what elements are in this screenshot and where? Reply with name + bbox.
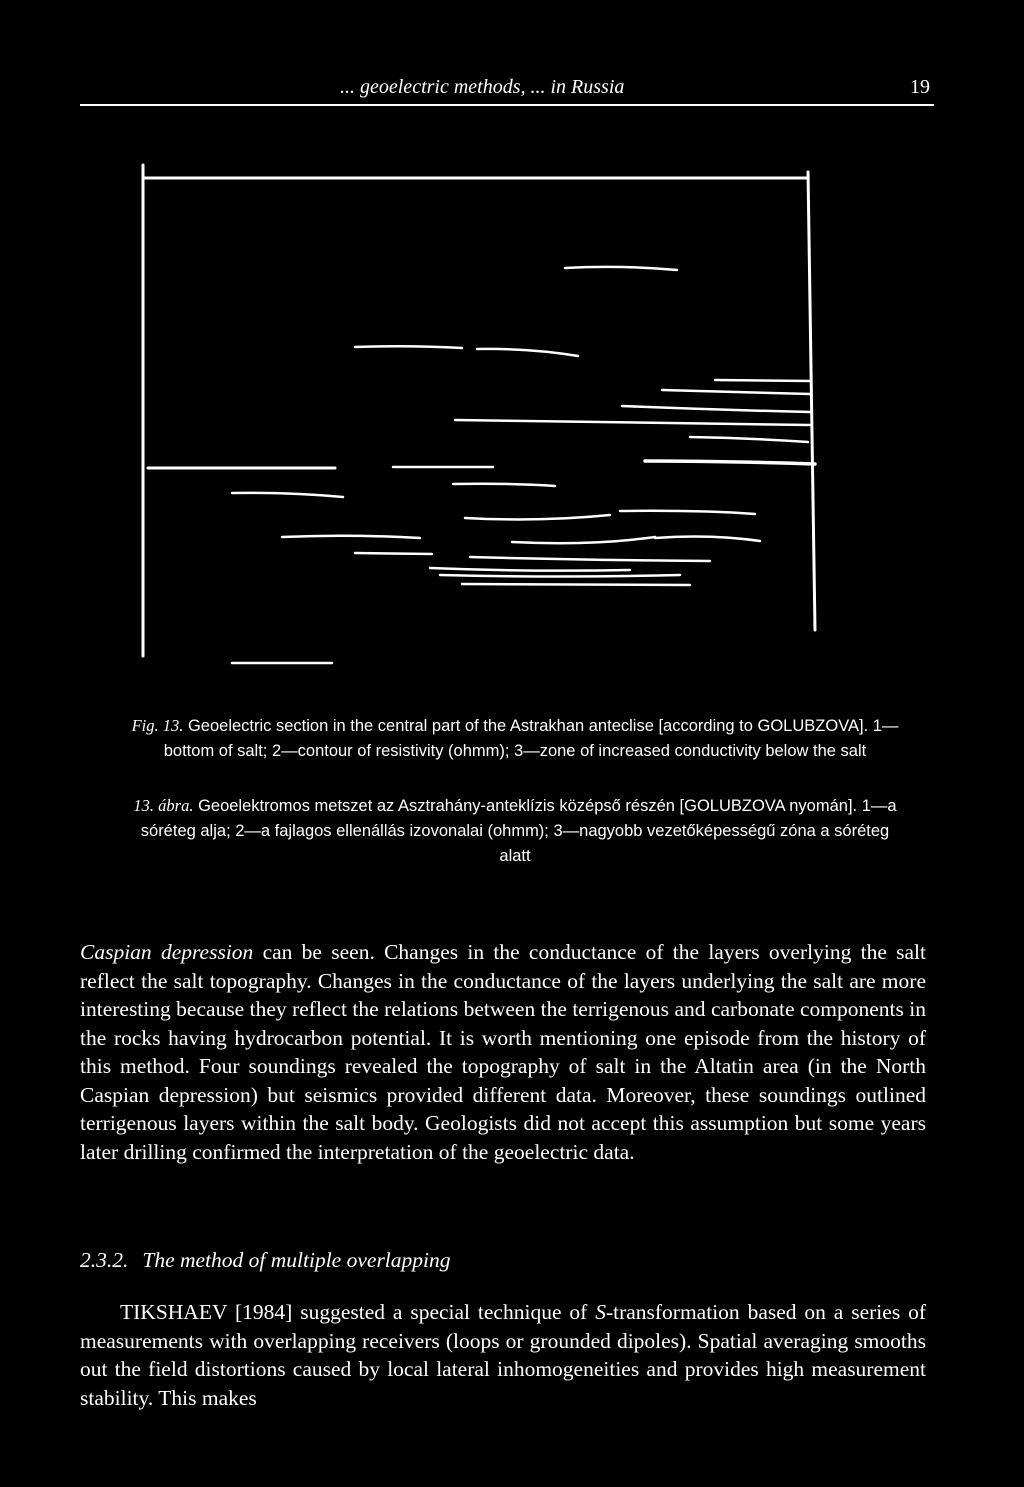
paragraph-text: -transformation based on a series of measurements with overlapping receivers (loops or grounded dipoles). Spatial averaging smooths out the field distortions caused by local lateral inhomogeneities and provides high measurement stability. This makes [80, 1300, 926, 1410]
resistivity-isoline [655, 537, 760, 541]
resistivity-isoline [715, 380, 810, 381]
italic-term: Caspian depression [80, 940, 254, 964]
resistivity-isoline [512, 537, 655, 543]
figure-label: Fig. 13. [131, 716, 184, 735]
resistivity-isoline [355, 553, 432, 554]
resistivity-isoline [620, 511, 755, 514]
body-paragraph-2 [80, 1298, 926, 1412]
resistivity-isoline [462, 584, 690, 585]
figure-caption-english [130, 713, 900, 764]
resistivity-isoline [282, 536, 420, 538]
paragraph-text: can be seen. Changes in the conductance of the layers overlying the salt reflect the salt topography. Changes in the conductance of the layers underlying the salt are more interesting because they reflect the relations between the terrigenous and carbonate components in the rocks having hydrocarbon potential. It is worth mentioning one episode from the history of this method. Four soundings revealed the topography of salt in the Altatin area (in the North Caspian depression) but seismics provided different data. Moreover, these soundings outlined terrigenous layers within the salt body. Geologists did not accept this assumption but some years later drilling confirmed the interpretation of the geoelectric data. [80, 940, 926, 1164]
section-right-frame [808, 172, 815, 630]
resistivity-isoline [355, 346, 462, 348]
page-number: 19 [910, 76, 930, 98]
running-head-title: ... geoelectric methods, ... in Russia [340, 76, 625, 98]
section-heading [80, 1248, 451, 1273]
body-paragraph [80, 938, 926, 1166]
paragraph-lead: TIKSHAEV [1984] suggested a special technique of [120, 1300, 596, 1324]
resistivity-isoline [645, 461, 815, 464]
resistivity-isoline [465, 515, 610, 519]
resistivity-isoline [470, 557, 710, 561]
section-number: 2.3.2. [80, 1248, 129, 1272]
resistivity-isoline [662, 390, 810, 394]
figure-caption-hungarian [130, 793, 900, 869]
s-transformation-symbol: S [595, 1300, 606, 1324]
figure-label-hungarian: 13. ábra. [133, 796, 194, 815]
figure-caption-hungarian-text: Geoelektromos metszet az Asztrahány-anteklízis középső részén [GOLUBZOVA nyomán]. 1—a sóréteg alja; 2—a fajlagos ellenállás izovonalai (ohmm); 3—nagyobb vezetőképességű zóna a sóréteg alatt [140, 797, 897, 865]
resistivity-isoline [232, 493, 343, 497]
geoelectric-section-figure [0, 0, 1024, 700]
resistivity-isoline [453, 484, 555, 486]
figure-caption-text: Geoelectric section in the central part of the Astrakhan anteclise [according to GOLUBZOVA]. 1—bottom of salt; 2—contour of resistivity (ohmm); 3—zone of increased conductivity below the salt [163, 717, 899, 760]
section-title: The method of multiple overlapping [142, 1248, 451, 1272]
resistivity-isoline [430, 568, 630, 571]
resistivity-isoline [690, 437, 808, 442]
resistivity-isoline [477, 349, 578, 356]
resistivity-isoline [440, 575, 680, 577]
resistivity-isoline [565, 267, 677, 270]
resistivity-isoline [622, 406, 810, 412]
resistivity-isoline [455, 420, 810, 425]
